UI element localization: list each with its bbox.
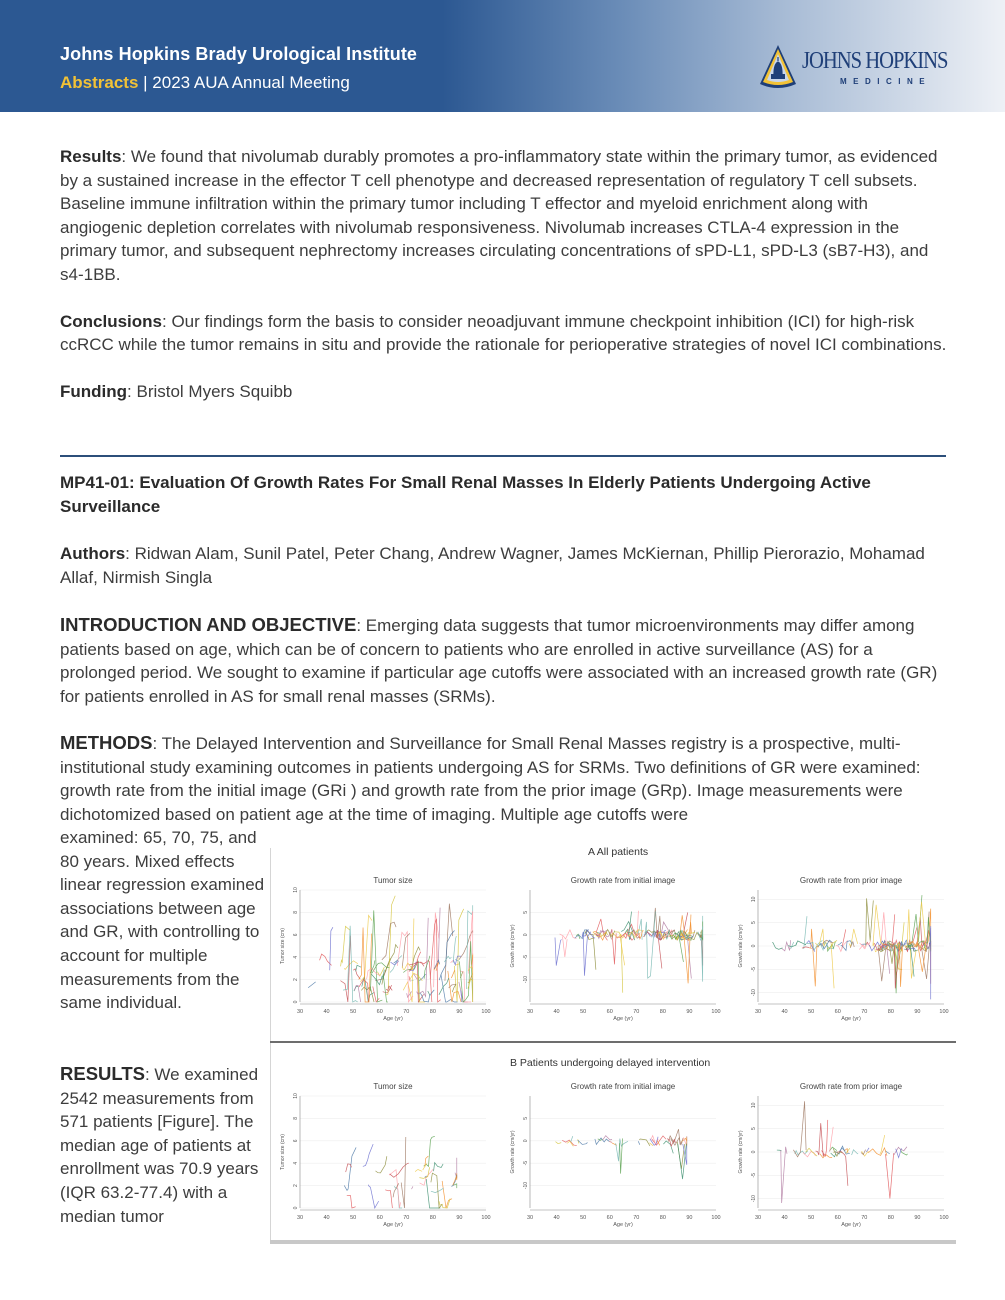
results-label-abstract: RESULTS xyxy=(60,1063,145,1084)
svg-text:60: 60 xyxy=(834,1009,841,1015)
svg-text:Growth rate (cm/yr): Growth rate (cm/yr) xyxy=(510,1130,516,1174)
svg-text:80: 80 xyxy=(887,1215,894,1221)
logo-subtext: MEDICINE xyxy=(840,77,932,86)
svg-text:70: 70 xyxy=(403,1215,410,1221)
svg-text:80: 80 xyxy=(659,1215,666,1221)
svg-text:40: 40 xyxy=(553,1215,560,1221)
svg-text:Age (yr): Age (yr) xyxy=(841,1222,861,1228)
svg-text:Growth rate (cm/yr): Growth rate (cm/yr) xyxy=(510,924,516,968)
methods-paragraph: METHODS: The Delayed Intervention and Surveillance for Small Renal Masses registry is a prospective, multi-institutional study examining outcomes in patients undergoing AS for SRMs. Two definitions of GR were examined: growth rate from the initial image (GRi ) and growth rate from the prior image (GRp). Image measurements were dichotomized based on patient age at the time of imaging. Multiple age cutoffs were xyxy=(60,732,921,824)
svg-text:50: 50 xyxy=(808,1215,815,1221)
svg-text:Tumor size: Tumor size xyxy=(373,1082,413,1091)
svg-text:Tumor size (cm): Tumor size (cm) xyxy=(280,928,286,964)
svg-text:100: 100 xyxy=(939,1009,949,1015)
svg-text:70: 70 xyxy=(861,1009,868,1015)
funding-label: Funding xyxy=(60,381,128,401)
svg-text:10: 10 xyxy=(751,1102,757,1109)
svg-text:10: 10 xyxy=(293,887,299,893)
introduction-paragraph: INTRODUCTION AND OBJECTIVE: Emerging data suggests that tumor microenvironments may differ among patients based on age, which can be of concern to patients who are enrolled in active surveillance (AS) for a prolonged period. We sought to examine if particular age cutoffs were associated with an increased growth rate (GR) for patients enrolled in AS for small renal masses (SRMs). xyxy=(60,614,938,706)
svg-text:-5: -5 xyxy=(751,1173,757,1178)
svg-text:Growth rate (cm/yr): Growth rate (cm/yr) xyxy=(738,1130,744,1174)
svg-text:60: 60 xyxy=(606,1215,613,1221)
svg-text:-5: -5 xyxy=(523,954,529,960)
svg-text:40: 40 xyxy=(553,1009,560,1015)
svg-text:-10: -10 xyxy=(523,975,529,984)
chart-a-tumor-size xyxy=(278,872,492,1032)
svg-text:Growth rate from initial image: Growth rate from initial image xyxy=(570,1082,676,1091)
conclusions-label: Conclusions xyxy=(60,311,163,331)
svg-text:40: 40 xyxy=(323,1215,330,1221)
svg-text:50: 50 xyxy=(808,1009,815,1015)
svg-text:90: 90 xyxy=(456,1215,463,1221)
svg-text:4: 4 xyxy=(293,1161,299,1165)
svg-text:90: 90 xyxy=(456,1009,463,1015)
svg-text:Tumor size: Tumor size xyxy=(373,876,413,885)
authors-label: Authors xyxy=(60,544,126,563)
svg-text:Growth rate from prior image: Growth rate from prior image xyxy=(799,1082,903,1091)
chart-a-growth-prior xyxy=(736,872,950,1032)
svg-text:30: 30 xyxy=(754,1215,762,1221)
introduction-label: INTRODUCTION AND OBJECTIVE xyxy=(60,614,357,635)
chart-b-growth-prior xyxy=(736,1078,950,1238)
svg-text:60: 60 xyxy=(606,1009,613,1015)
header-subtitle xyxy=(60,73,350,93)
svg-text:80: 80 xyxy=(659,1009,666,1015)
panel-a-label: A All patients xyxy=(588,846,649,858)
svg-text:8: 8 xyxy=(293,911,299,914)
svg-text:5: 5 xyxy=(751,1127,757,1131)
svg-text:70: 70 xyxy=(633,1009,640,1015)
svg-text:6: 6 xyxy=(293,933,299,937)
methods-label: METHODS xyxy=(60,732,153,753)
svg-text:100: 100 xyxy=(711,1215,721,1221)
svg-text:70: 70 xyxy=(633,1215,640,1221)
svg-text:90: 90 xyxy=(914,1009,921,1015)
subtitle-separator: | xyxy=(138,73,153,92)
svg-text:50: 50 xyxy=(350,1009,357,1015)
previous-abstract xyxy=(60,145,950,403)
svg-text:80: 80 xyxy=(887,1009,894,1015)
svg-text:100: 100 xyxy=(711,1009,721,1015)
funding-paragraph: Funding: Bristol Myers Squibb xyxy=(60,381,293,401)
abstract-title: MP41-01: Evaluation Of Growth Rates For Small Renal Masses In Elderly Patients Undergoing Active Surveillance xyxy=(60,473,871,516)
svg-text:5: 5 xyxy=(523,911,529,914)
svg-text:40: 40 xyxy=(323,1009,330,1015)
svg-text:70: 70 xyxy=(861,1215,868,1221)
abstracts-label: Abstracts xyxy=(60,73,139,92)
svg-text:0: 0 xyxy=(523,1139,529,1143)
svg-text:100: 100 xyxy=(481,1009,491,1015)
figure xyxy=(270,836,956,1246)
johns-hopkins-logo xyxy=(758,44,958,94)
svg-text:30: 30 xyxy=(296,1009,304,1015)
methods-continued: examined: 65, 70, 75, and 80 years. Mixed effects linear regression examined associations between age and GR, with controlling to account for multiple measurements from the same individual. xyxy=(60,828,265,1013)
svg-text:0: 0 xyxy=(293,1206,299,1210)
conclusions-paragraph: Conclusions: Our findings form the basis to consider neoadjuvant immune checkpoint inhibition (ICI) for high-risk ccRCC while the tumor remains in situ and provide the rationale for perioperative strategies of novel ICI combinations. xyxy=(60,311,947,355)
svg-text:30: 30 xyxy=(526,1009,534,1015)
results-paragraph: Results: We found that nivolumab durably promotes a pro-inflammatory state within the primary tumor, as evidenced by a sustained increase in the effector T cell phenotype and decreased representation of regulatory T cell subsets. Baseline immune infiltration within the primary tumor including T effector and myeloid enrichment along with angiogenic depletion correlates with nivolumab responsiveness. Nivolumab increases CTLA-4 expression in the primary tumor, and subsequent nephrectomy increases circulating concentrations of sPD-L1, sPD-L3 (sB7-H3), and s4-1BB. xyxy=(60,147,938,284)
svg-text:Age (yr): Age (yr) xyxy=(841,1016,861,1022)
svg-text:Age (yr): Age (yr) xyxy=(613,1016,633,1022)
svg-text:90: 90 xyxy=(686,1215,693,1221)
svg-text:-10: -10 xyxy=(523,1181,529,1190)
svg-text:-10: -10 xyxy=(751,1195,757,1203)
svg-text:10: 10 xyxy=(751,896,757,903)
svg-text:50: 50 xyxy=(350,1215,357,1221)
svg-text:100: 100 xyxy=(481,1215,491,1221)
svg-text:30: 30 xyxy=(296,1215,304,1221)
svg-text:2: 2 xyxy=(293,978,299,981)
svg-text:70: 70 xyxy=(403,1009,410,1015)
svg-text:Growth rate from prior image: Growth rate from prior image xyxy=(799,876,903,885)
dome-shield-icon xyxy=(758,44,798,90)
svg-text:2: 2 xyxy=(293,1184,299,1187)
svg-text:90: 90 xyxy=(914,1215,921,1221)
svg-text:50: 50 xyxy=(580,1215,587,1221)
panel-b-label: B Patients undergoing delayed intervention xyxy=(510,1057,711,1069)
chart-b-tumor-size xyxy=(278,1078,492,1238)
page-header xyxy=(0,0,1005,112)
svg-text:Growth rate from initial image: Growth rate from initial image xyxy=(570,876,676,885)
svg-text:40: 40 xyxy=(781,1009,788,1015)
svg-text:0: 0 xyxy=(751,1150,757,1154)
chart-a-growth-initial xyxy=(508,872,722,1032)
svg-text:60: 60 xyxy=(376,1215,383,1221)
svg-text:5: 5 xyxy=(751,921,757,925)
svg-text:50: 50 xyxy=(580,1009,587,1015)
svg-text:60: 60 xyxy=(834,1215,841,1221)
chart-b-growth-initial xyxy=(508,1078,722,1238)
svg-text:8: 8 xyxy=(293,1117,299,1120)
svg-text:5: 5 xyxy=(523,1117,529,1120)
results-label: Results xyxy=(60,147,122,166)
institute-title: Johns Hopkins Brady Urological Institute xyxy=(60,44,418,64)
section-divider xyxy=(60,455,946,457)
meeting-name: 2023 AUA Annual Meeting xyxy=(152,73,350,92)
svg-text:Tumor size (cm): Tumor size (cm) xyxy=(280,1134,286,1170)
svg-text:Age (yr): Age (yr) xyxy=(383,1222,403,1228)
svg-text:-5: -5 xyxy=(523,1160,529,1166)
svg-text:30: 30 xyxy=(526,1215,534,1221)
svg-text:0: 0 xyxy=(293,1000,299,1004)
svg-text:-5: -5 xyxy=(751,967,757,972)
svg-text:80: 80 xyxy=(429,1215,436,1221)
svg-text:10: 10 xyxy=(293,1093,299,1099)
svg-text:6: 6 xyxy=(293,1139,299,1143)
svg-text:Age (yr): Age (yr) xyxy=(613,1222,633,1228)
results-paragraph-abstract: RESULTS: We examined 2542 measurements from 571 patients [Figure]. The median age of patients at enrollment was 70.9 years (IQR 63.2-77.4) with a median tumor xyxy=(60,1063,259,1226)
svg-text:90: 90 xyxy=(686,1009,693,1015)
svg-text:4: 4 xyxy=(293,955,299,959)
svg-text:0: 0 xyxy=(523,933,529,937)
authors-paragraph: Authors: Ridwan Alam, Sunil Patel, Peter Chang, Andrew Wagner, James McKiernan, Phillip Pierorazio, Mohamad Allaf, Nirmish Singla xyxy=(60,544,925,587)
svg-text:100: 100 xyxy=(939,1215,949,1221)
svg-text:60: 60 xyxy=(376,1009,383,1015)
svg-text:0: 0 xyxy=(751,944,757,948)
svg-text:40: 40 xyxy=(781,1215,788,1221)
svg-text:80: 80 xyxy=(429,1009,436,1015)
svg-text:-10: -10 xyxy=(751,989,757,997)
svg-text:30: 30 xyxy=(754,1009,762,1015)
panel-separator xyxy=(270,1041,956,1043)
svg-text:Age (yr): Age (yr) xyxy=(383,1016,403,1022)
svg-text:Growth rate (cm/yr): Growth rate (cm/yr) xyxy=(738,924,744,968)
logo-wordmark: JOHNS HOPKINS xyxy=(802,48,948,74)
